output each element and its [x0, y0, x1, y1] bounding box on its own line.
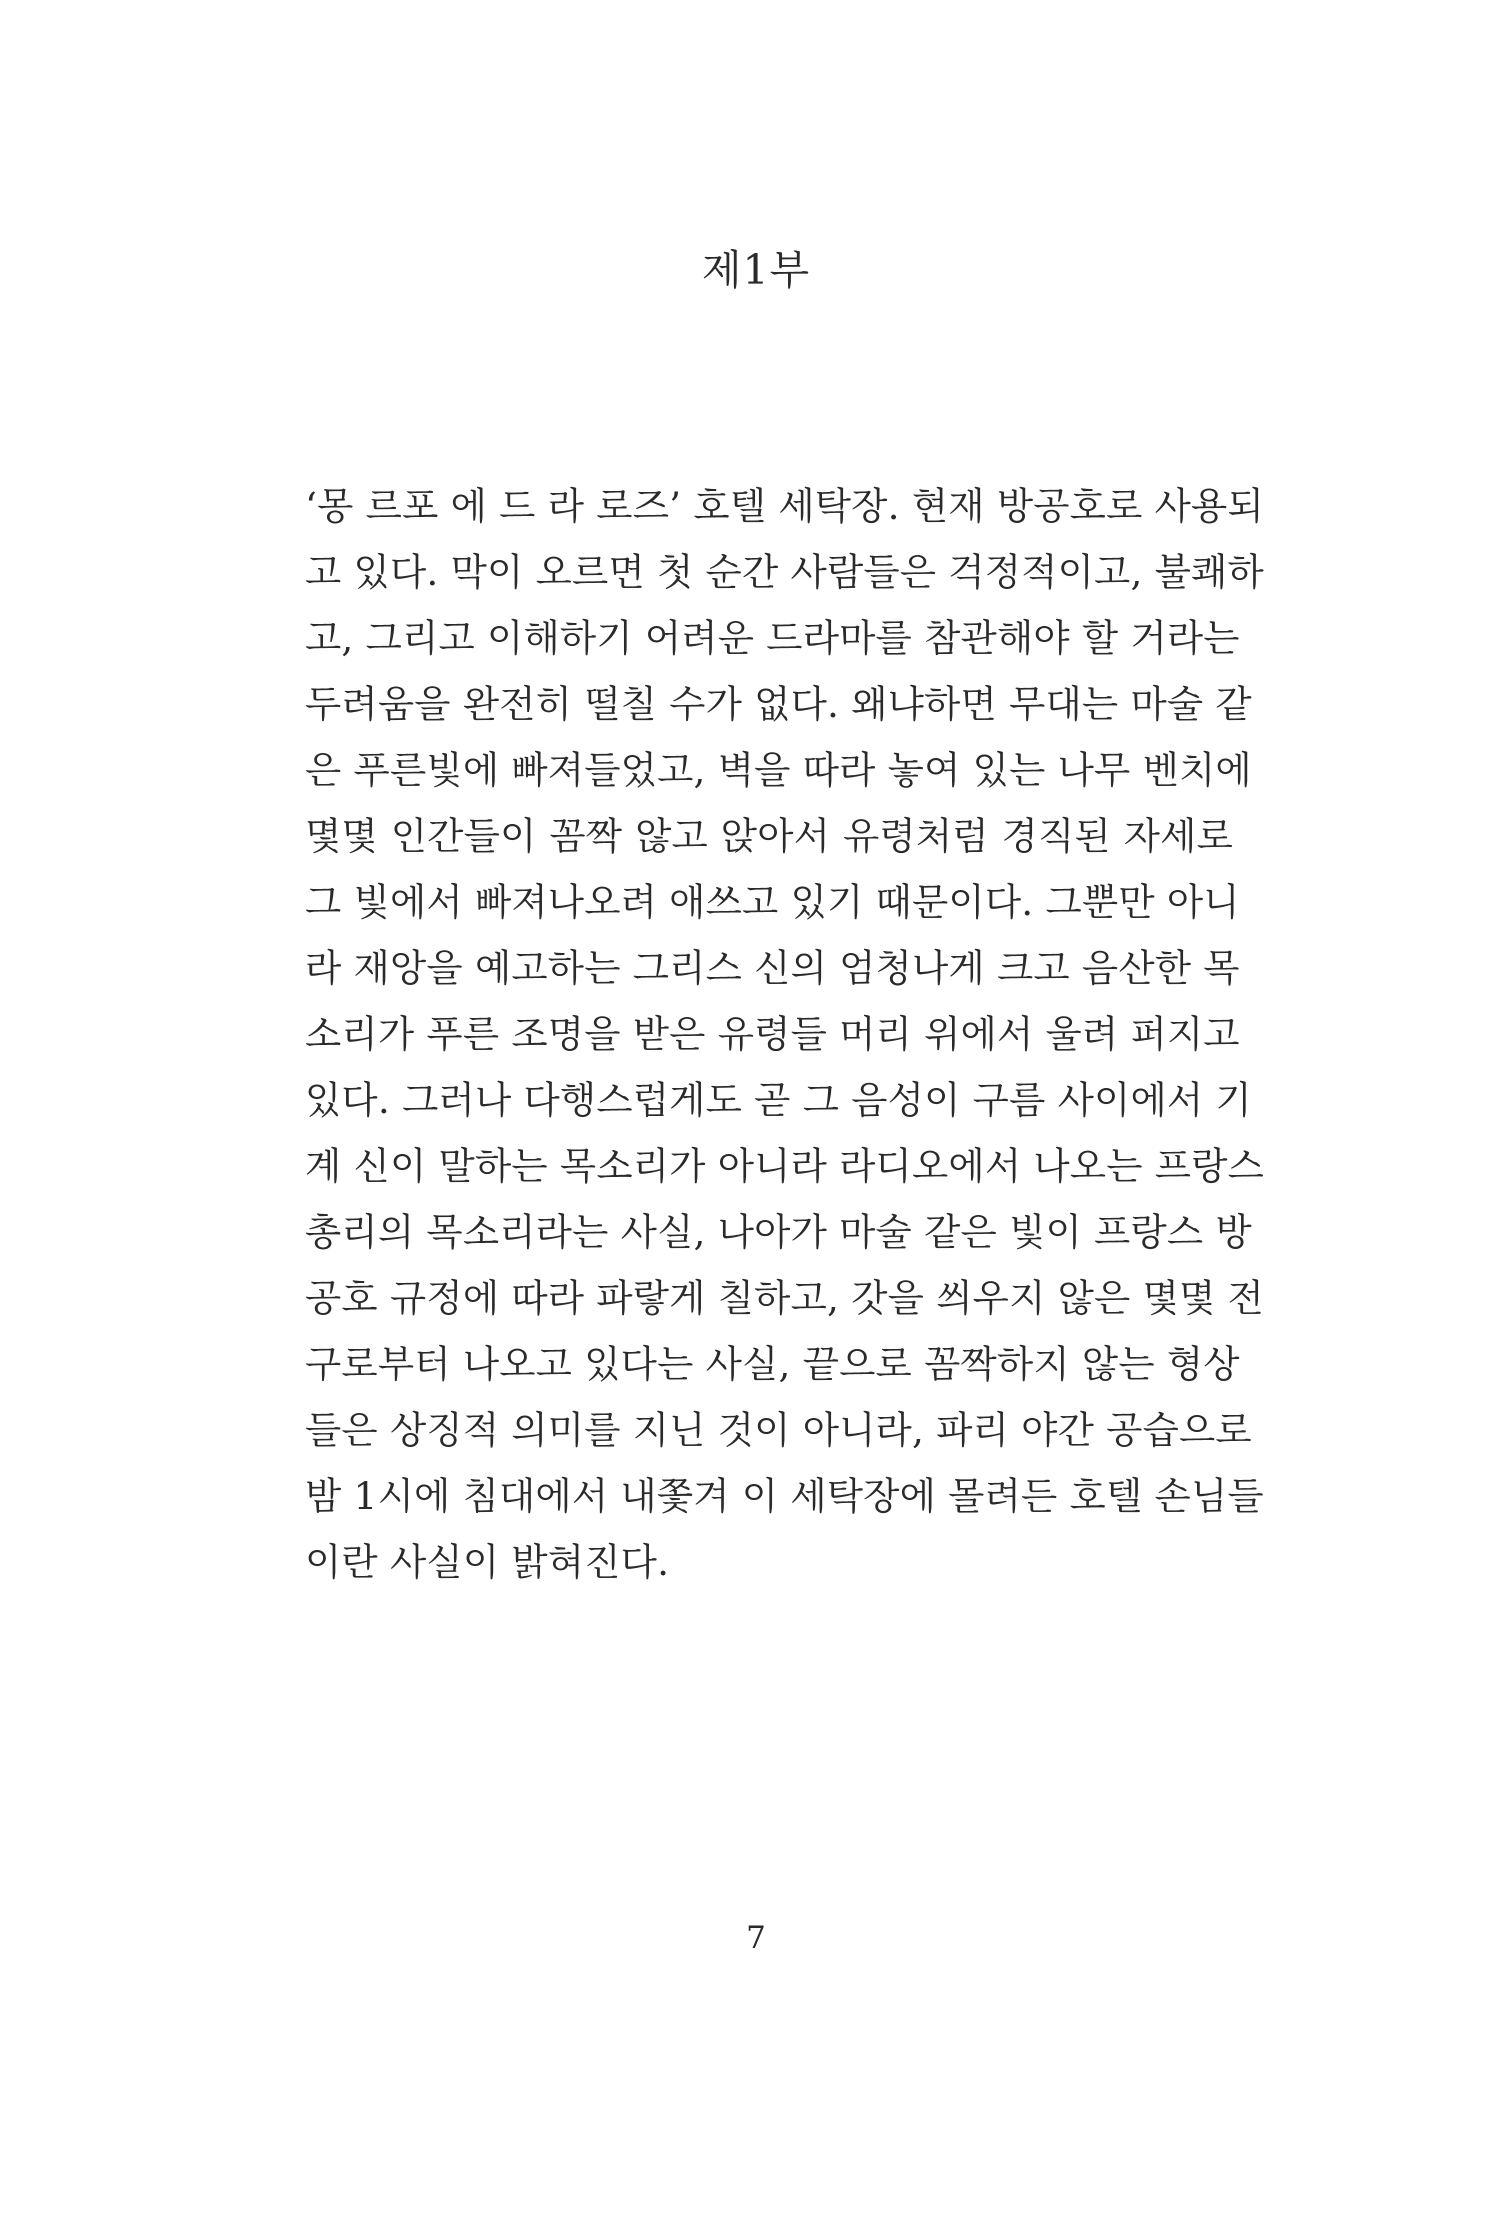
paragraph-line: ‘몽 르포 에 드 라 로즈’ 호텔 세탁장. 현재 방공호로 사용되	[305, 484, 1264, 528]
paragraph-line: 은 푸른빛에 빠져들었고, 벽을 따라 놓여 있는 나무 벤치에	[305, 748, 1252, 792]
paragraph-line: 있다. 그러나 다행스럽게도 곧 그 음성이 구름 사이에서 기	[305, 1078, 1252, 1122]
paragraph-line: 밤 1시에 침대에서 내쫓겨 이 세탁장에 몰려든 호텔 손님들	[305, 1474, 1264, 1518]
page-number: 7	[746, 1920, 766, 1956]
paragraph-line: 몇몇 인간들이 꼼짝 않고 앉아서 유령처럼 경직된 자세로	[305, 814, 1233, 858]
paragraph-line: 구로부터 나오고 있다는 사실, 끝으로 꼼짝하지 않는 형상	[305, 1342, 1240, 1386]
paragraph-line: 라 재앙을 예고하는 그리스 신의 엄청나게 크고 음산한 목	[305, 946, 1240, 990]
paragraph-line: 이란 사실이 밝혀진다.	[305, 1540, 670, 1584]
part-title: 제1부	[701, 246, 811, 294]
paragraph-line: 고 있다. 막이 오르면 첫 순간 사람들은 걱정적이고, 불쾌하	[305, 550, 1264, 594]
paragraph-line: 공호 규정에 따라 파랗게 칠하고, 갓을 씌우지 않은 몇몇 전	[305, 1276, 1264, 1320]
paragraph-line: 그 빛에서 빠져나오려 애쓰고 있기 때문이다. 그뿐만 아니	[305, 880, 1240, 924]
paragraph-line: 계 신이 말하는 목소리가 아니라 라디오에서 나오는 프랑스	[305, 1144, 1265, 1188]
paragraph-line: 두려움을 완전히 떨칠 수가 없다. 왜냐하면 무대는 마술 같	[305, 682, 1252, 726]
paragraph-line: 들은 상징적 의미를 지닌 것이 아니라, 파리 야간 공습으로	[305, 1408, 1252, 1452]
body-paragraph	[305, 473, 1265, 1595]
paragraph-line: 총리의 목소리라는 사실, 나아가 마술 같은 빛이 프랑스 방	[305, 1210, 1252, 1254]
paragraph-line: 고, 그리고 이해하기 어려운 드라마를 참관해야 할 거라는	[305, 616, 1240, 660]
paragraph-line: 소리가 푸른 조명을 받은 유령들 머리 위에서 울려 퍼지고	[305, 1012, 1240, 1056]
